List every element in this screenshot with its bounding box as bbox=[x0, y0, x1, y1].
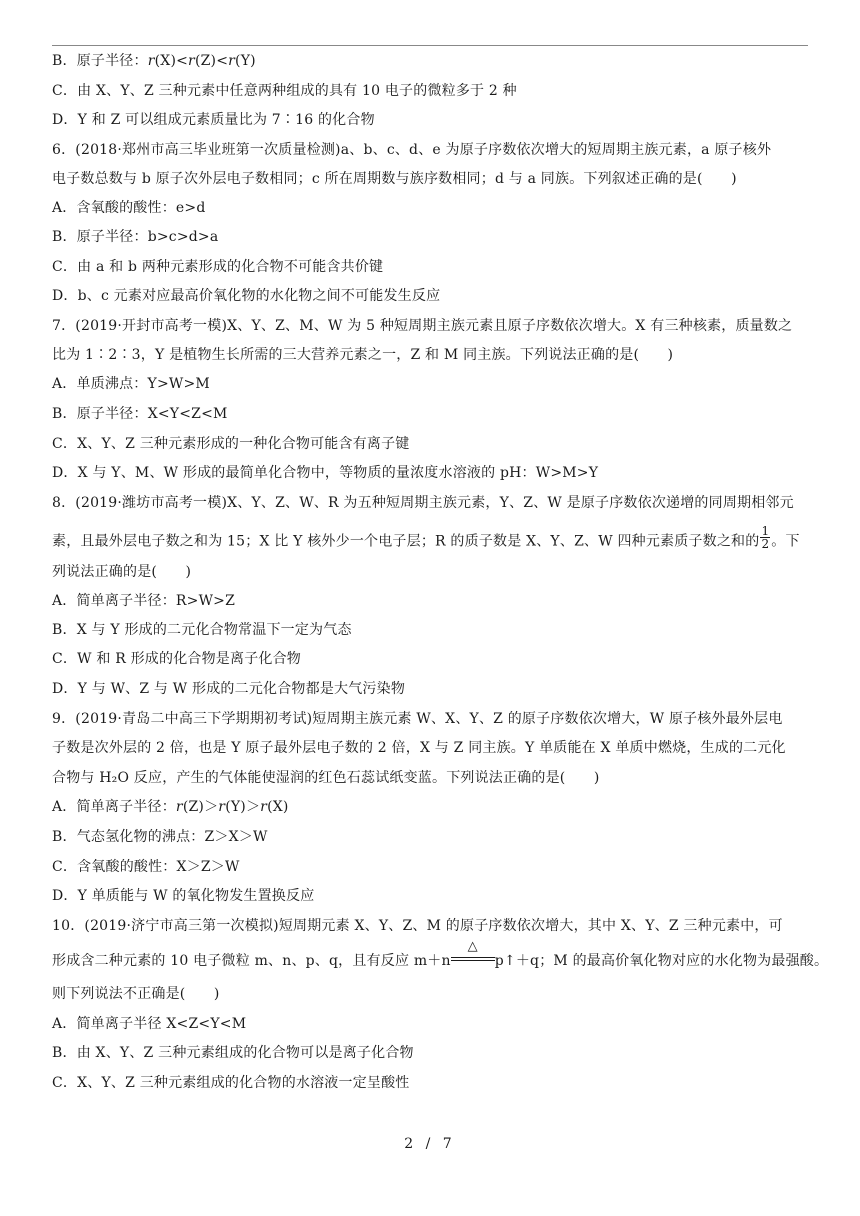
q7-stem-line2: 比为 1∶2∶3，Y 是植物生长所需的三大营养元素之一，Z 和 M 同主族。下列说法正确的是( ) bbox=[52, 347, 674, 363]
q5-option-d: D．Y 和 Z 可以组成元素质量比为 7∶16 的化合物 bbox=[52, 112, 375, 128]
q6-option-d: D．b、c 元素对应最高价氧化物的水化物之间不可能发生反应 bbox=[52, 288, 441, 304]
q7-option-b: B．原子半径：X<Y<Z<M bbox=[52, 406, 228, 422]
q10-stem-line3: 则下列说法不正确是( ) bbox=[52, 986, 220, 1002]
q8-stem-line1: 8．(2019·潍坊市高考一模)X、Y、Z、W、R 为五种短周期主族元素，Y、Z、W 是原子序数依次递增的同周期相邻元 bbox=[52, 495, 794, 511]
q8-option-c: C．W 和 R 形成的化合物是离子化合物 bbox=[52, 651, 301, 667]
q8-option-d: D．Y 与 W、Z 与 W 形成的二元化合物都是大气污染物 bbox=[52, 681, 406, 697]
q10-option-b: B．由 X、Y、Z 三种元素组成的化合物可以是离子化合物 bbox=[52, 1045, 414, 1061]
q5-option-c: C．由 X、Y、Z 三种元素中任意两种组成的具有 10 电子的微粒多于 2 种 bbox=[52, 83, 517, 99]
q9-option-d: D．Y 单质能与 W 的氧化物发生置换反应 bbox=[52, 888, 315, 904]
q8-stem-line3: 列说法正确的是( ) bbox=[52, 564, 192, 580]
q5-option-b: B．原子半径：r(X)<r(Z)<r(Y) bbox=[52, 53, 256, 69]
q6-stem-line2: 电子数总数与 b 原子次外层电子数相同；c 所在周期数与族序数相同；d 与 a 同族。下列叙述正确的是( ) bbox=[52, 171, 737, 187]
q8-stem-line2: 素，且最外层电子数之和为 15；X 比 Y 核外少一个电子层；R 的质子数是 X、Y、Z、W 四种元素质子数之和的 $\frac{1}{2}$ 。下 bbox=[52, 524, 800, 551]
q9-option-a: A．简单离子半径：r(Z)＞r(Y)＞r(X) bbox=[52, 799, 289, 815]
q6-stem-line1: 6．(2018·郑州市高三毕业班第一次质量检测)a、b、c、d、e 为原子序数依次增大的短周期主族元素，a 原子核外 bbox=[52, 142, 772, 158]
q9-option-b: B．气态氢化物的沸点：Z＞X＞W bbox=[52, 829, 268, 845]
fraction-one-half: $\frac{1}{2}$ bbox=[761, 524, 770, 551]
q7-option-c: C．X、Y、Z 三种元素形成的一种化合物可能含有离子键 bbox=[52, 436, 410, 452]
q9-stem-line1: 9．(2019·青岛二中高三下学期期初考试)短周期主族元素 W、X、Y、Z 的原子序数依次增大，W 原子核外最外层电 bbox=[52, 711, 783, 727]
q7-option-d: D．X 与 Y、M、W 形成的最简单化合物中，等物质的量浓度水溶液的 pH：W>M>Y bbox=[52, 465, 599, 481]
q10-option-c: C．X、Y、Z 三种元素组成的化合物的水溶液一定呈酸性 bbox=[52, 1075, 410, 1091]
q10-option-a: A．简单离子半径 X<Z<Y<M bbox=[52, 1016, 247, 1032]
q9-stem-line2: 子数是次外层的 2 倍，也是 Y 原子最外层电子数的 2 倍，X 与 Z 同主族。Y 单质能在 X 单质中燃烧，生成的二元化 bbox=[52, 740, 786, 756]
q6-option-b: B．原子半径：b>c>d>a bbox=[52, 229, 219, 245]
q9-option-c: C．含氧酸的酸性：X＞Z＞W bbox=[52, 859, 240, 875]
q7-stem-line1: 7．(2019·开封市高考一模)X、Y、Z、M、W 为 5 种短周期主族元素且原子序数依次增大。X 有三种核素，质量数之 bbox=[52, 318, 793, 334]
page-number: 2 / 7 bbox=[404, 1136, 456, 1152]
q10-stem-line2: 形成含二种元素的 10 电子微粒 m、n、p、q，且有反应 m＋n △ p↑＋q；M 的最高价氧化物对应的水化物为最强酸。 bbox=[52, 939, 829, 969]
q8-option-b: B．X 与 Y 形成的二元化合物常温下一定为气态 bbox=[52, 622, 352, 638]
q10-stem-line1: 10．(2019·济宁市高三第一次模拟)短周期元素 X、Y、Z、M 的原子序数依次增大，其中 X、Y、Z 三种元素中，可 bbox=[52, 918, 783, 934]
heating-condition-sign: △ bbox=[451, 957, 495, 965]
q7-option-a: A．单质沸点：Y>W>M bbox=[52, 376, 210, 392]
header-rule bbox=[52, 45, 808, 46]
q6-option-a: A．含氧酸的酸性：e>d bbox=[52, 200, 206, 216]
q9-stem-line3: 合物与 H₂O 反应，产生的气体能使湿润的红色石蕊试纸变蓝。下列说法正确的是( ) bbox=[52, 770, 600, 786]
q6-option-c: C．由 a 和 b 两种元素形成的化合物不可能含共价键 bbox=[52, 259, 384, 275]
q8-option-a: A．简单离子半径：R>W>Z bbox=[52, 593, 236, 609]
